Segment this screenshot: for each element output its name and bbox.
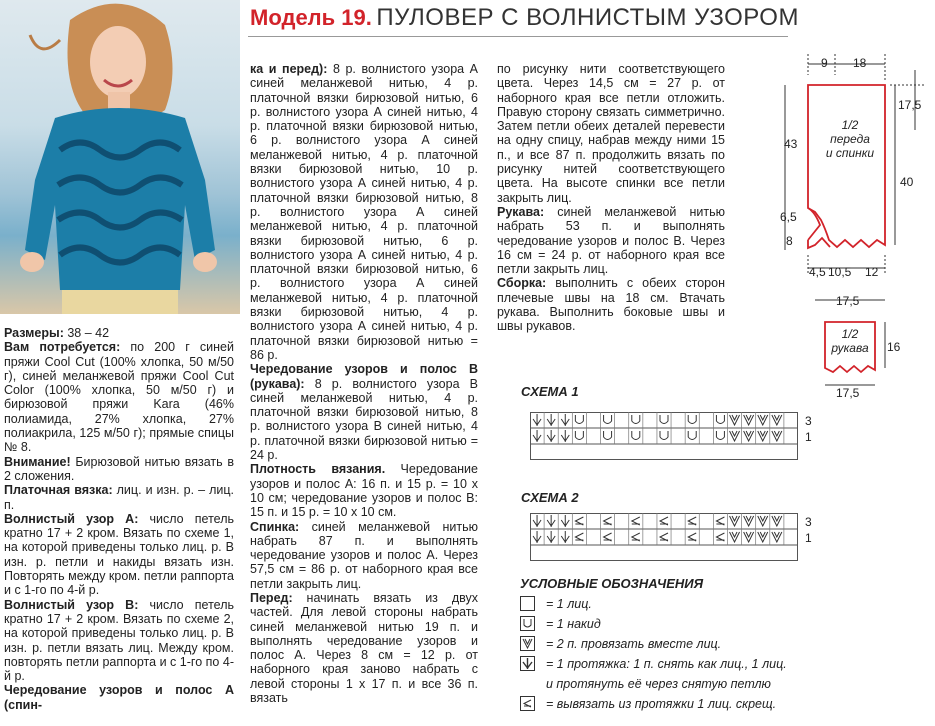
sizes-label: Размеры: bbox=[4, 326, 64, 340]
wave-a-text: число петель кратно 17 + 2 кром. Вязать по схеме 1, на которой приведены только лиц. р. В изн. р. петли и накиды вязать изн. Повторять между кром. петли раппорта и с 1-го по 4-й р. bbox=[4, 511, 234, 598]
model-photo bbox=[0, 0, 240, 314]
alternation-b-label: Чередование узоров и полос В (рукава): bbox=[250, 362, 478, 391]
garter-text: лиц. и изн. р. – лиц. п. bbox=[4, 483, 234, 512]
text-column-1 bbox=[4, 326, 234, 712]
model-number: Модель 19. bbox=[250, 5, 372, 30]
attention-text: Бирюзовой нитью вязать в 2 сложения. bbox=[4, 454, 234, 483]
front-label: Перед: bbox=[250, 590, 293, 605]
dim-sleeve-top: 17,5 bbox=[836, 294, 860, 308]
crossed-pull-icon bbox=[520, 696, 536, 712]
assembly-text: выполнить с обеих сторон плечевые швы на 18 см. Втачать рукава. Выполнить боковые швы и швы рукавов. bbox=[497, 276, 725, 334]
wave-b-text: число петель кратно 17 + 2 кром. Вязать по схеме 2, на которой приведены только лиц. р. В изн. р. петли вязать лиц. Между кром. повторять петли раппорта и с 1-го по 4-й р. bbox=[4, 597, 234, 684]
dim-8: 8 bbox=[786, 234, 793, 248]
text-column-2 bbox=[250, 62, 478, 705]
scheme-2-row-1: 1 bbox=[805, 531, 812, 545]
woman-in-sweater-illustration bbox=[0, 0, 240, 314]
density-label: Плотность вязания. bbox=[250, 462, 386, 477]
body-piece-label: 1/2 переда и спинки bbox=[825, 118, 875, 160]
dim-sleeve-height: 16 bbox=[887, 340, 901, 354]
scheme-1-chart bbox=[530, 412, 800, 462]
dim-armhole: 17,5 bbox=[898, 98, 922, 112]
sleeves-text: синей меланжевой нитью набрать 53 п. и выполнять чередование узоров и полос В. Через 16 см = 24 р. от наборного края все петли закрыть лиц. bbox=[497, 204, 725, 277]
slip-pass-icon bbox=[520, 656, 536, 672]
sleeve-piece-label: 1/2 рукава bbox=[831, 327, 869, 355]
garter-label: Платочная вязка: bbox=[4, 483, 113, 498]
back-label: Спинка: bbox=[250, 519, 300, 534]
alternation-b-text: 8 р. волнистого узора В синей меланжевой нитью, 4 р. платочной вязки бирюзовой нитью, 8 р. волнистого узора В синей нитью, 4 р. платочной вязки бирюзовой нитью = 24 р. bbox=[250, 376, 478, 463]
alternation-a-text: 8 р. волнистого узора А синей меланжевой нитью, 4 р. платочной вязки бирюзовой нитью, 6 р. волнистого узора А синей нитью, 4 р. платочной вязки бирюзовой нитью, 6 р. волнистого узора А синей меланжевой нитью, 4 р. платочной вязки бирюзовой нитью, 10 р. волнистого узора А синей нитью, 4 р. платочной вязки бирюзовой нитью, 8 р. волнистого узора А синей меланжевой нитью, 4 р. платочной вязки бирюзовой нитью, 6 р. волнистого узора А синей нитью, 4 р. платочной вязки бирюзовой нитью, 6 р. волнистого узора А синей меланжевой нитью, 4 р. платочной вязки бирюзовой нитью, 4 р. волнистого узора А синей нитью, 4 р. платочной вязки бирюзовой нитью = 86 р. bbox=[250, 62, 478, 362]
scheme-1-row-3: 3 bbox=[805, 414, 812, 428]
dim-10-5: 10,5 bbox=[828, 265, 852, 279]
scheme-2-chart bbox=[530, 513, 800, 563]
dim-12: 12 bbox=[865, 265, 879, 279]
dim-shoulder: 18 bbox=[853, 56, 867, 70]
materials-text: по 200 г синей пряжи Cool Cut (100% хлопка, 50 м/50 г), синей меланжевой пряжи Cool Cut Color (100% хлопка, 50 м/50 г) и бирюзовой пряжи Kara (46% полиамида, 27% хлопка, 27% полиакрила, 125 м/50 г); прямые спицы № 8. bbox=[4, 340, 234, 455]
k2tog-icon bbox=[520, 636, 536, 652]
attention-label: Внимание! bbox=[4, 454, 71, 469]
sizes-text: 38 – 42 bbox=[63, 326, 110, 340]
legend-title: УСЛОВНЫЕ ОБОЗНАЧЕНИЯ bbox=[520, 576, 704, 591]
scheme-2-title: СХЕМА 2 bbox=[521, 490, 579, 505]
wave-a-label: Волнистый узор А: bbox=[4, 511, 139, 526]
scheme-2-row-3: 3 bbox=[805, 515, 812, 529]
dim-front-height: 43 bbox=[784, 137, 798, 151]
dim-6-5: 6,5 bbox=[780, 210, 797, 224]
scheme-1-row-1: 1 bbox=[805, 430, 812, 444]
model-name: ПУЛОВЕР С ВОЛНИСТЫМ УЗОРОМ bbox=[376, 4, 799, 31]
wave-b-label: Волнистый узор В: bbox=[4, 597, 139, 612]
alternation-a-label-cont: ка и перед): bbox=[250, 62, 328, 76]
page-title bbox=[250, 4, 935, 36]
knit-square-icon bbox=[520, 596, 536, 612]
sleeves-label: Рукава: bbox=[497, 204, 545, 219]
yarn-over-icon bbox=[520, 616, 536, 632]
dim-side-height: 40 bbox=[900, 175, 914, 189]
back-text: синей меланжевой нитью набрать 87 п. и выполнять чередование узоров и полос А. Через 57,5 см = 86 р. от наборного края все петли закрыть лиц. bbox=[250, 519, 478, 591]
dim-neck-side: 9 bbox=[821, 56, 828, 70]
scheme-1-title: СХЕМА 1 bbox=[521, 384, 579, 399]
front-text-cont: по рисунку нити соответствующего цвета. Через 14,5 см = 27 р. от наборного края все петли отложить. Правую сторону связать симметрично. Затем петли обеих деталей перевести на одну спицу, набрав между ними 15 п., и все 87 п. продолжить вязать по рисунку нитей соответствующего цвета. На высоте спинки все петли закрыть лиц. bbox=[497, 62, 725, 205]
alternation-a-label: Чередование узоров и полос А (спин- bbox=[4, 683, 234, 712]
text-column-3 bbox=[497, 62, 725, 334]
dim-4-5: 4,5 bbox=[809, 265, 826, 279]
front-text: начинать вязать из двух частей. Для левой стороны набрать синей меланжевой нитью 19 п. и выполнять чередование узоров и полос А. Через 8 см = 12 р. от наборного края заново набрать с левой стороны 1 х 17 п. и все 36 п. вязать bbox=[250, 590, 478, 706]
dim-sleeve-bottom: 17,5 bbox=[836, 386, 860, 400]
title-divider bbox=[248, 36, 788, 37]
density-text: Чередование узоров и полос А: 16 п. и 15 р. = 10 х 10 см; чередование узоров и полос В: 15 п. и 15 р. = 10 х 10 см. bbox=[250, 462, 478, 520]
materials-label: Вам потребуется: bbox=[4, 340, 121, 355]
assembly-label: Сборка: bbox=[497, 276, 547, 291]
